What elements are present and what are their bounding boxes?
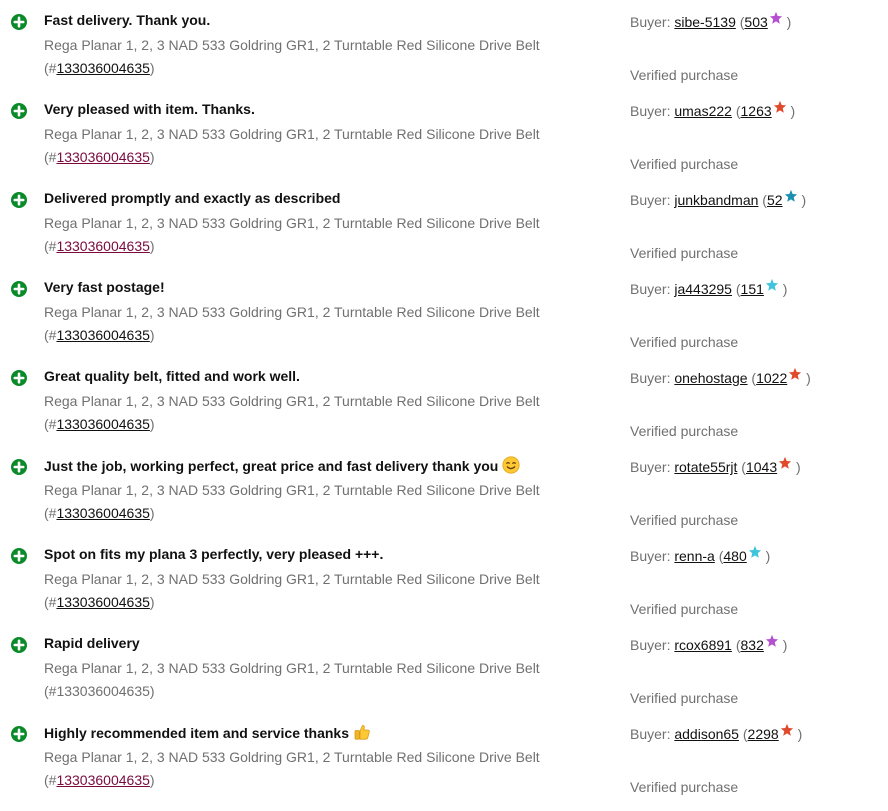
buyer-label: Buyer: [630,459,675,475]
feedback-entry [0,188,888,277]
item-number-link[interactable]: 133036004635 [56,505,150,521]
item-description [44,479,564,525]
buyer-username-link[interactable]: sibe-5139 [674,14,736,30]
buyer-username-link[interactable]: renn-a [674,548,715,564]
thumbs-up-emoji-icon [353,723,371,745]
positive-rating-icon [11,281,27,297]
feedback-comment-text: Very pleased with item. Thanks. [44,101,255,117]
item-title: Rega Planar 1, 2, 3 NAD 533 Goldring GR1, 2 Turntable Red Silicone Drive Belt [44,571,540,587]
feedback-score-link[interactable]: 1043 [745,459,778,475]
buyer-username-link[interactable]: rcox6891 [674,637,732,653]
feedback-comment [44,545,383,563]
item-title: Rega Planar 1, 2, 3 NAD 533 Goldring GR1, 2 Turntable Red Silicone Drive Belt [44,126,540,142]
purple-star-icon [769,11,783,25]
feedback-comment [44,723,371,745]
item-title: Rega Planar 1, 2, 3 NAD 533 Goldring GR1, 2 Turntable Red Silicone Drive Belt [44,660,540,676]
buyer-username-link[interactable]: ja443295 [674,281,732,297]
verified-purchase-label: Verified purchase [630,245,739,261]
item-number-prefix: (# [44,594,57,610]
positive-rating-icon [11,103,27,119]
buyer-info: Buyer: onehostage (1022 ) [630,367,811,387]
item-description [44,212,564,258]
verified-purchase-label: Verified purchase [630,512,739,528]
feedback-comment-text: Fast delivery. Thank you. [44,12,211,28]
buyer-info: Buyer: junkbandman (52 ) [630,189,806,209]
red-star-icon [788,367,802,381]
feedback-entry [0,277,888,366]
item-number-link[interactable]: 133036004635 [56,60,150,76]
item-description [44,390,564,436]
feedback-entry [0,10,888,99]
buyer-info: Buyer: umas222 (1263 ) [630,100,795,120]
positive-rating-icon [11,726,27,742]
feedback-comment-text: Delivered promptly and exactly as described [44,190,341,206]
feedback-comment-text: Rapid delivery [44,635,140,651]
feedback-score-link[interactable]: 151 [740,281,764,297]
feedback-entry [0,633,888,722]
feedback-score-link[interactable]: 480 [723,548,747,564]
item-number-link[interactable]: 133036004635 [56,327,150,343]
item-number-suffix: ) [149,772,155,788]
item-title: Rega Planar 1, 2, 3 NAD 533 Goldring GR1, 2 Turntable Red Silicone Drive Belt [44,304,540,320]
item-title: Rega Planar 1, 2, 3 NAD 533 Goldring GR1, 2 Turntable Red Silicone Drive Belt [44,37,540,53]
turquoise-star-icon [765,278,779,292]
buyer-label: Buyer: [630,14,675,30]
buyer-label: Buyer: [630,103,675,119]
item-number-prefix: (# [44,772,57,788]
feedback-comment [44,278,165,296]
item-number-prefix: (# [44,327,57,343]
verified-purchase-label: Verified purchase [630,423,739,439]
buyer-info: Buyer: renn-a (480 ) [630,545,770,565]
buyer-username-link[interactable]: rotate55rjt [674,459,738,475]
feedback-score-link[interactable]: 832 [740,637,764,653]
buyer-info: Buyer: rcox6891 (832 ) [630,634,787,654]
feedback-comment [44,189,340,207]
item-number-link[interactable]: 133036004635 [56,238,150,254]
buyer-label: Buyer: [630,726,675,742]
buyer-username-link[interactable]: onehostage [674,370,748,386]
buyer-info: Buyer: sibe-5139 (503 ) [630,11,791,31]
red-star-icon [778,456,792,470]
item-number-prefix: (# [44,683,57,699]
item-number-suffix: ) [149,505,155,521]
item-title: Rega Planar 1, 2, 3 NAD 533 Goldring GR1, 2 Turntable Red Silicone Drive Belt [44,393,540,409]
item-number-link[interactable]: 133036004635 [56,772,150,788]
buyer-label: Buyer: [630,192,675,208]
buyer-label: Buyer: [630,281,675,297]
item-number: 133036004635 [56,683,150,699]
item-number-suffix: ) [149,238,155,254]
verified-purchase-label: Verified purchase [630,779,739,795]
feedback-comment-text: Just the job, working perfect, great price and fast delivery thank you [44,458,499,474]
feedback-comment-text: Very fast postage! [44,279,165,295]
item-title: Rega Planar 1, 2, 3 NAD 533 Goldring GR1, 2 Turntable Red Silicone Drive Belt [44,482,540,498]
teal-star-icon [784,189,798,203]
item-number-suffix: ) [149,327,155,343]
feedback-entry [0,99,888,188]
item-number-prefix: (# [44,416,57,432]
feedback-comment-text: Highly recommended item and service thanks [44,725,349,741]
item-description [44,301,564,347]
smiling-face-emoji-icon [502,456,520,478]
feedback-comment [44,100,255,118]
buyer-label: Buyer: [630,548,675,564]
verified-purchase-label: Verified purchase [630,156,739,172]
red-star-icon [773,100,787,114]
buyer-username-link[interactable]: addison65 [674,726,739,742]
item-title: Rega Planar 1, 2, 3 NAD 533 Goldring GR1, 2 Turntable Red Silicone Drive Belt [44,215,540,231]
item-description [44,568,564,614]
positive-rating-icon [11,548,27,564]
item-number-suffix: ) [149,683,155,699]
feedback-comment [44,456,520,478]
verified-purchase-label: Verified purchase [630,690,739,706]
positive-rating-icon [11,370,27,386]
item-number-prefix: (# [44,60,57,76]
item-description [44,123,564,169]
feedback-score-link[interactable]: 503 [744,14,768,30]
feedback-entry [0,722,888,811]
verified-purchase-label: Verified purchase [630,67,739,83]
positive-rating-icon [11,192,27,208]
item-description [44,34,564,80]
feedback-score-link[interactable]: 52 [766,192,783,208]
item-number-suffix: ) [149,594,155,610]
feedback-entry [0,366,888,455]
feedback-comment [44,634,140,652]
feedback-comment [44,11,210,29]
verified-purchase-label: Verified purchase [630,601,739,617]
feedback-comment [44,367,300,385]
feedback-score-link[interactable]: 1263 [740,103,772,119]
buyer-username-link[interactable]: umas222 [674,103,732,119]
verified-purchase-label: Verified purchase [630,334,739,350]
positive-rating-icon [11,459,27,475]
buyer-info: Buyer: ja443295 (151 ) [630,278,787,298]
buyer-username-link[interactable]: junkbandman [674,192,759,208]
buyer-info: Buyer: rotate55rjt (1043 ) [630,456,801,476]
item-number-link[interactable]: 133036004635 [56,416,150,432]
purple-star-icon [765,634,779,648]
feedback-score-link[interactable]: 1022 [756,370,788,386]
feedback-comment-text: Spot on fits my plana 3 perfectly, very pleased +++. [44,546,384,562]
buyer-label: Buyer: [630,637,675,653]
item-description [44,657,564,703]
item-number-suffix: ) [149,149,155,165]
item-number-prefix: (# [44,149,57,165]
item-description [44,746,564,792]
positive-rating-icon [11,637,27,653]
feedback-score-link[interactable]: 2298 [747,726,779,742]
turquoise-star-icon [748,545,762,559]
item-title: Rega Planar 1, 2, 3 NAD 533 Goldring GR1, 2 Turntable Red Silicone Drive Belt [44,749,540,765]
feedback-entry [0,544,888,633]
item-number-prefix: (# [44,505,57,521]
item-number-prefix: (# [44,238,57,254]
item-number-suffix: ) [149,416,155,432]
buyer-info: Buyer: addison65 (2298 ) [630,723,802,743]
item-number-suffix: ) [149,60,155,76]
buyer-label: Buyer: [630,370,675,386]
feedback-entry [0,455,888,544]
item-number-link[interactable]: 133036004635 [56,594,150,610]
positive-rating-icon [11,14,27,30]
item-number-link[interactable]: 133036004635 [56,149,150,165]
feedback-comment-text: Great quality belt, fitted and work well. [44,368,300,384]
red-star-icon [780,723,794,737]
